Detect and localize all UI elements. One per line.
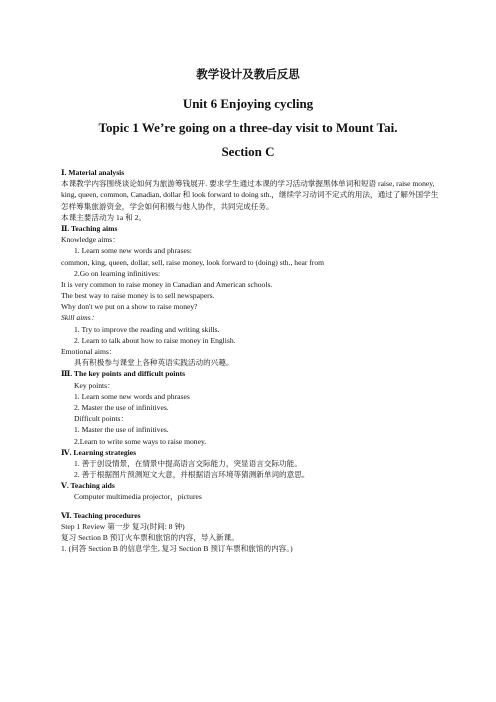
procedure-line: 1. (问答 Section B 的信息学生, 复习 Section B 预订车票和旅馆的内容。) [61, 544, 293, 554]
material-heading: Ⅰ. Material analysis [61, 168, 125, 177]
material-paragraph: 本课教学内容围绕谈论如何为旅游筹钱展开. 要求学生通过本课的学习活动掌握黑体单词和短语 raise, raise money, king, queen, common, Canadian, dollar 和 look forward to doing sth.，继续学习动词不定式的用法，通过了解外国学生怎样筹集旅游资金，学会如何积极与他人协作，共同完成任务。 [61, 179, 439, 211]
step-1-title: Step 1 Review 第一步 复习(时间: 8 钟) [61, 521, 185, 531]
difficult-point-2: 2.Learn to write some ways to raise money. [74, 436, 207, 446]
material-note: 本课主要活动为 1a 和 2。 [61, 212, 147, 222]
example-sentence: It is very common to raise money in Canadian and American schools. [61, 279, 273, 289]
aids-heading: Ⅴ. Teaching aids [61, 481, 115, 491]
knowledge-aims-label: Knowledge aims： [61, 235, 120, 245]
key-point-1: 1. Learn some new words and phrases [74, 391, 190, 401]
topic-title: Topic 1 We’re going on a three-day visit to Mount Tai. [98, 120, 398, 135]
section-title: Section C [221, 144, 275, 159]
key-point-2: 2. Master the use of infinitives. [74, 402, 169, 412]
strategy-1: 1. 善于创设情景，在情景中提高语言交际能力，突显语言交际功能。 [74, 458, 302, 468]
knowledge-aim-2: 2.Go on learning infinitives: [74, 268, 161, 278]
chinese-title: 教学设计及教后反思 [196, 67, 300, 81]
difficult-point-1: 1. Master the use of infinitives. [74, 425, 169, 435]
skill-aim-2: 2. Learn to talk about how to raise money in English. [74, 335, 236, 345]
key-points-heading: Ⅲ. The key points and difficult points [61, 369, 186, 379]
procedures-heading: Ⅵ. Teaching procedures [61, 510, 141, 520]
procedure-line: 复习 Section B 预订火车票和旅馆的内容，导入新课。 [61, 533, 239, 543]
emotional-aim-1: 具有积极参与课堂上各种英语实践活动的兴趣。 [74, 358, 234, 368]
unit-title: Unit 6 Enjoying cycling [182, 96, 314, 111]
aids-line: Computer multimedia projector，pictures [74, 492, 202, 502]
aims-heading: Ⅱ. Teaching aims [61, 223, 118, 233]
strategy-2: 2. 善于根据图片预测短文大意，并根据语言环境等猜测新单词的意思。 [74, 470, 310, 480]
word-list: common, king, queen, dollar, sell, raise money, look forward to (doing) sth., hear from [61, 257, 325, 267]
document-body [61, 167, 443, 554]
skill-aims-label: Skill aims： [61, 313, 99, 323]
key-points-label: Key points： [74, 380, 115, 390]
knowledge-aim-1: 1. Learn some new words and phrases: [74, 246, 192, 256]
emotional-aims-label: Emotional aims： [61, 347, 117, 357]
skill-aim-1: 1. Try to improve the reading and writing skills. [74, 324, 220, 334]
example-sentence: Why don't we put on a show to raise money? [61, 302, 198, 312]
example-sentence: The best way to raise money is to sell newspapers. [61, 291, 215, 301]
strategies-heading: Ⅳ. Learning strategies [61, 447, 137, 457]
difficult-points-label: Difficult points： [74, 414, 129, 424]
